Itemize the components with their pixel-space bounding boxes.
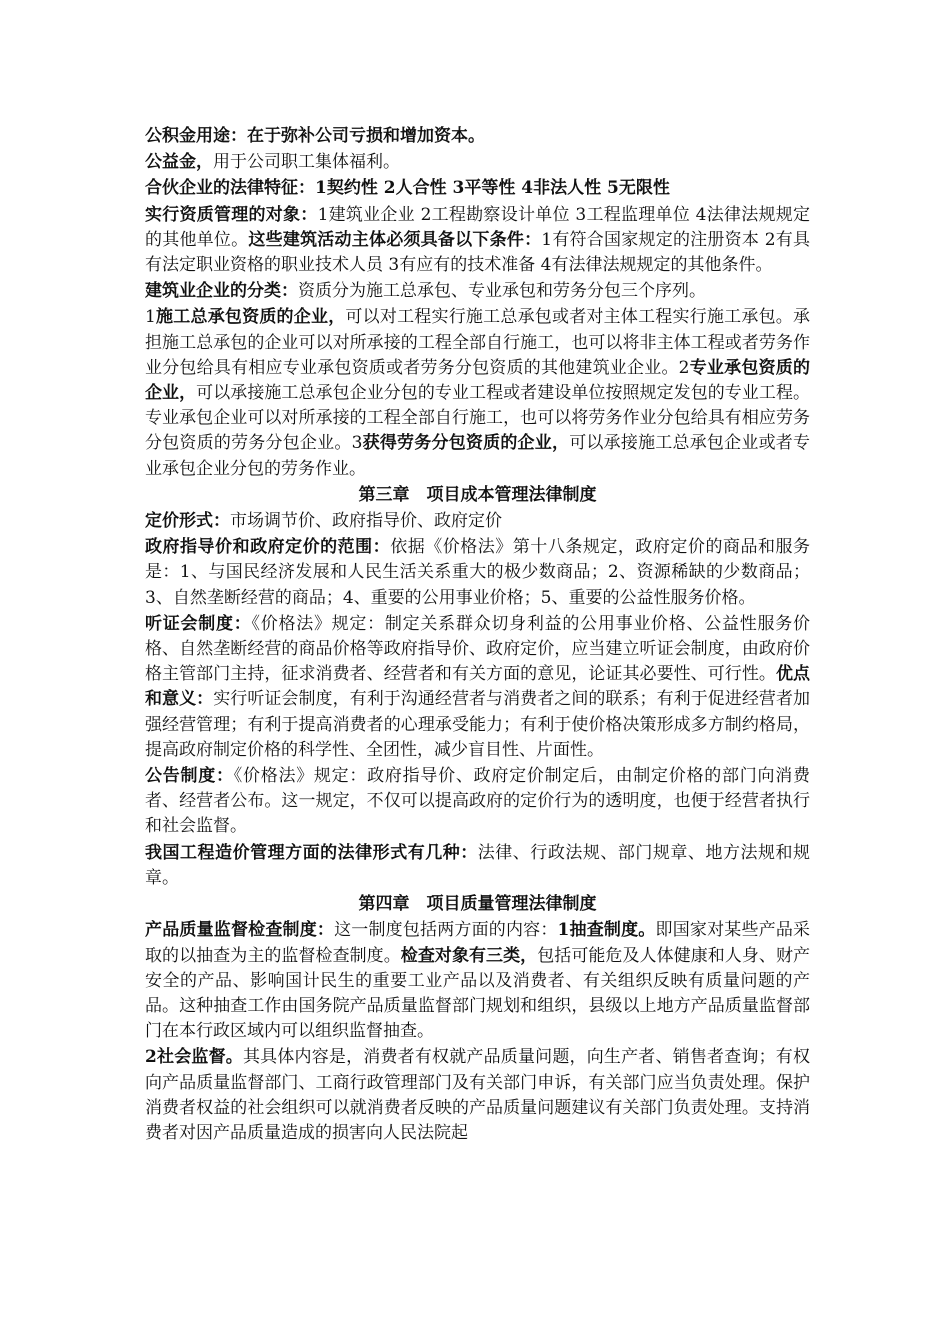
text-run: 这一制度包括两方面的内容： <box>334 920 558 941</box>
chapter-4-heading <box>145 892 810 917</box>
para-hehuo-qiye <box>145 176 810 201</box>
chapter-3-heading <box>145 483 810 508</box>
chapter-number: 第四章 <box>358 894 410 915</box>
bold-text-run: 实行资质管理的对象： <box>145 204 318 225</box>
bold-text-run: 合伙企业的法律特征：1契约性 2人合性 3平等性 4非法人性 5无限性 <box>145 178 670 199</box>
para-jianzhu-fenlei <box>145 279 810 304</box>
bold-text-run: 这些建筑活动主体必须具备以下条件： <box>248 229 542 250</box>
chapter-title: 项目质量管理法律制度 <box>426 894 597 915</box>
bold-text-run: 公益金， <box>145 152 213 173</box>
para-gonggao <box>145 764 810 840</box>
bold-text-run: 获得劳务分包资质的企业， <box>362 433 570 454</box>
bold-text-run: 1抽查制度。 <box>557 920 656 941</box>
bold-text-run: 公告制度： <box>145 766 234 787</box>
text-run: 可以承接施工总承包企业或者专业承包企业分包的劳务作业。 <box>145 433 810 479</box>
bold-text-run: 建筑业企业的分类： <box>145 281 298 302</box>
text-run: 用于公司职工集体福利。 <box>213 152 400 173</box>
bold-text-run: 专业承包资质的企业， <box>145 357 810 404</box>
bold-text-run: 2社会监督。 <box>145 1047 243 1068</box>
text-run: 其具体内容是，消费者有权就产品质量问题，向生产者、销售者查询；有权向产品质量监督部门、工商行政管理部门及有关部门申诉，有关部门应当负责处理。保护消费者权益的社会组织可以就消费者反映的产品质量问题建议有关部门负责处理。支持消费者对因产品质量造成的损害向人民法院起 <box>145 1047 810 1143</box>
para-zhengfu-dingjia-fanwei <box>145 535 810 611</box>
para-zhiliang-jiandu <box>145 918 810 1044</box>
bold-text-run: 施工总承包资质的企业， <box>155 307 346 328</box>
para-gongyijin <box>145 150 810 175</box>
text-run: 1 <box>145 307 156 328</box>
bold-text-run: 我国工程造价管理方面的法律形式有几种： <box>145 842 478 863</box>
bold-text-run: 政府指导价和政府定价的范围： <box>145 537 391 558</box>
para-tingzhenghui <box>145 612 810 763</box>
text-run: 包括可能危及人体健康和人身、财产安全的产品、影响国计民生的重要工业产品以及消费者、有关组织反映有质量问题的产品。这种抽查工作由国务院产品质量监督部门规划和组织，县级以上地方产品质量监督部门在本行政区域内可以组织监督抽查。 <box>145 945 811 1042</box>
chapter-number: 第三章 <box>358 484 410 505</box>
bold-text-run: 检查对象有三类， <box>400 945 538 966</box>
text-run: 法律、行政法规、部门规章、地方法规和规章。 <box>145 842 811 888</box>
para-zizhi-xulie <box>145 305 810 481</box>
para-gongjijin <box>145 124 810 149</box>
text-run: 可以承接施工总承包企业分包的专业工程或者建设单位按照规定发包的专业工程。专业承包企业可以对所承接的工程全部自行施工，也可以将劳务作业分包给具有相应劳务分包资质的劳务分包企业。3 <box>145 383 811 454</box>
document-page <box>145 124 810 1146</box>
bold-text-run: 公积金用途：在于弥补公司亏损和增加资本。 <box>145 126 485 146</box>
bold-text-run: 听证会制度： <box>145 613 252 634</box>
para-dingjia-xingshi <box>145 509 810 534</box>
text-run: 《价格法》规定：制定关系群众切身利益的公用事业价格、公益性服务价格、自然垄断经营的商品价格等政府指导价、政府定价，应当建立听证会制度，由政府价格主管部门主持，征求消费者、经营者和有关方面的意见，论证其必要性、可行性。 <box>145 613 811 685</box>
text-run: 1建筑业企业 2工程勘察设计单位 3工程监理单位 4法律法规规定的其他单位。 <box>145 204 811 250</box>
text-run: 依据《价格法》第十八条规定，政府定价的商品和服务是：1、与国民经济发展和人民生活关系重大的极少数商品；2、资源稀缺的少数商品；3、自然垄断经营的商品；4、重要的公用事业价格；5、重要的公益性服务价格。 <box>145 537 811 608</box>
text-run: 资质分为施工总承包、专业承包和劳务分包三个序列。 <box>298 281 706 302</box>
text-run: 可以对工程实行施工总承包或者对主体工程实行施工承包。承担施工总承包的企业可以对所承接的工程全部自行施工，也可以将非主体工程或者劳务作业分包给具有相应专业承包资质或者劳务分包资质的其他建筑业企业。2 <box>145 307 811 378</box>
text-run: 实行听证会制度，有利于沟通经营者与消费者之间的联系；有利于促进经营者加强经营管理；有利于提高消费者的心理承受能力；有利于使价格决策形成多方制约格局，提高政府制定价格的科学性、全团性，减少盲目性、片面性。 <box>145 689 811 760</box>
bold-text-run: 优点和意义： <box>145 664 811 710</box>
text-run: 《价格法》规定：政府指导价、政府定价制定后，由制定价格的部门向消费者、经营者公布。这一规定，不仅可以提高政府的定价行为的透明度，也便于经营者执行和社会监督。 <box>145 766 811 837</box>
text-run: 即国家对某些产品采取的以抽查为主的监督检查制度。 <box>145 920 811 966</box>
para-zizhi-guanli <box>145 203 810 279</box>
para-shehui-jiandu <box>145 1045 810 1146</box>
bold-text-run: 产品质量监督检查制度： <box>145 920 335 941</box>
text-run: 1有符合国家规定的注册资本 2有具有法定职业资格的职业技术人员 3有应有的技术准备 4有法律法规规定的其他条件。 <box>145 229 811 276</box>
chapter-title: 项目成本管理法律制度 <box>426 484 597 505</box>
para-zaojia-falv-xingshi <box>145 841 810 891</box>
bold-text-run: 定价形式： <box>145 511 230 532</box>
text-run: 市场调节价、政府指导价、政府定价 <box>230 511 502 532</box>
